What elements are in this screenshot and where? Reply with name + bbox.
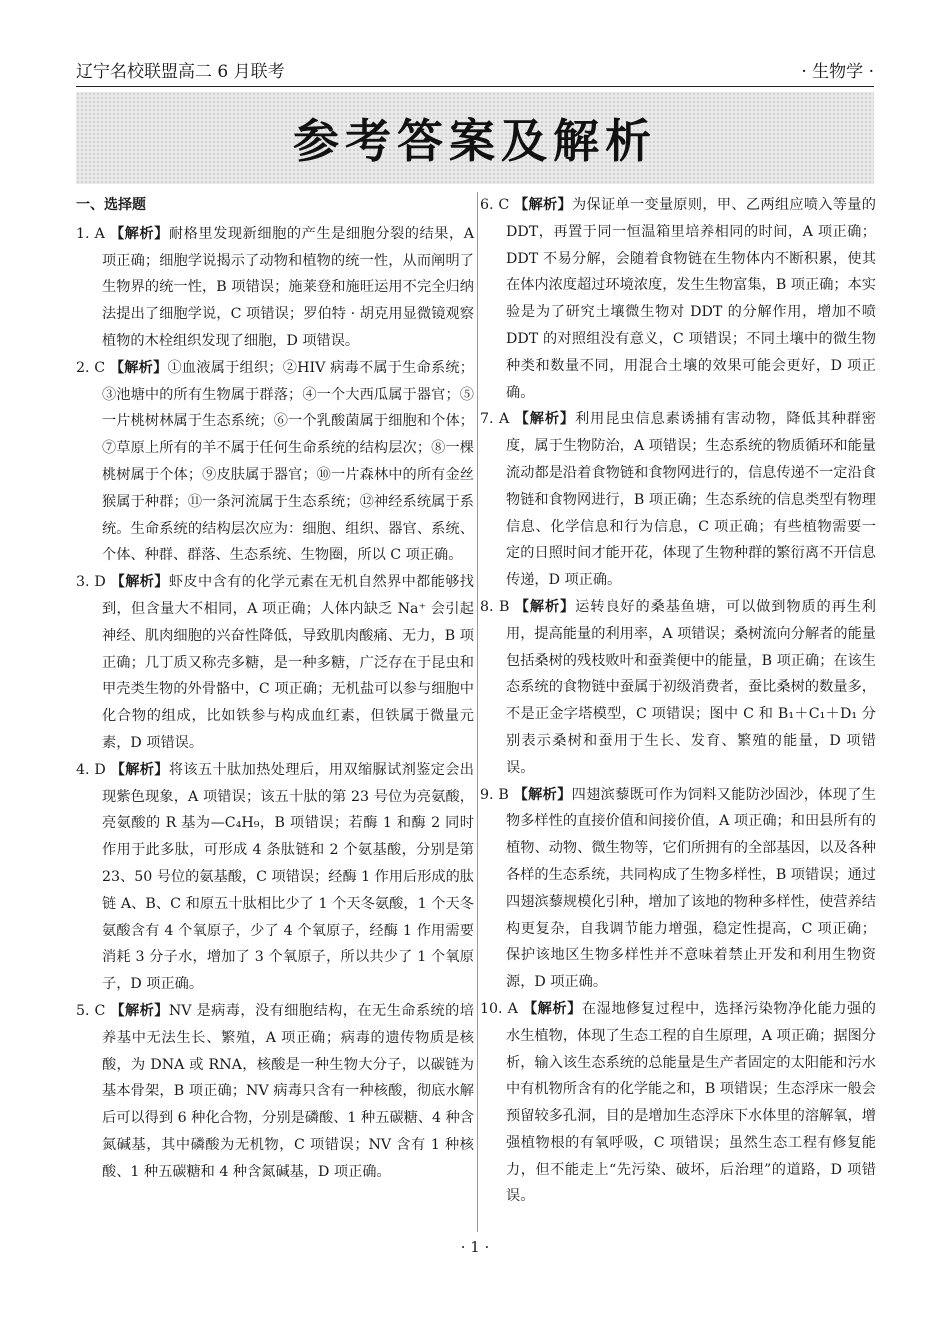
answer-item xyxy=(480,782,876,996)
answer-number: 4. D xyxy=(76,761,106,778)
answer-item xyxy=(480,406,876,594)
answer-number: 6. C xyxy=(480,197,510,213)
analysis-tag: 【解析】 xyxy=(110,761,169,778)
analysis-text: 利用昆虫信息素诱捕有害动物，降低其种群密度，属于生物防治，A 项错误；生态系统的物质循环和能量流动都是沿着食物链和食物网进行的，信息传递不一定沿食物链和食物网进行，B 项正确；生态系统的信息类型有物理信息、化学信息和行为信息，C 项正确；有些植物需要一定的日照时间才能开花，体现了生物种群的繁衍离不开信息传递，D 项正确。 xyxy=(506,411,876,589)
answer-item xyxy=(480,594,876,782)
answer-number: 9. B xyxy=(480,786,509,803)
analysis-text: 运转良好的桑基鱼塘，可以做到物质的再生利用，提高能量的利用率，A 项错误；桑树流向分解者的能量包括桑树的残枝败叶和蚕粪便中的能量，B 项正确；在该生态系统的食物链中蚕属于初级消费者，蚕比桑树的数量多，不是正金字塔模型，C 项错误；图中 C 和 B₁＋C₁＋D₁ 分别表示桑树和蚕用于生长、发育、繁殖的能量，D 项错误。 xyxy=(506,598,876,776)
analysis-tag: 【解析】 xyxy=(514,197,572,213)
answer-number: 7. A xyxy=(480,411,510,428)
analysis-text: 为保证单一变量原则，甲、乙两组应喷入等量的 DDT，再置于同一恒温箱里培养相同的时间，A 项正确；DDT 不易分解，会随着食物链在生物体内不断积累，使其在体内浓度超过环境浓度，发生生物富集，B 项正确；本实验是为了研究土壤微生物对 DDT 的分解作用，增加不喷 DDT 的对照组没有意义，C 项错误；不同土壤中的微生物种类和数量不同，用混合土壤的效果可能会更好，D 项正确。 xyxy=(506,197,876,401)
exam-name: 辽宁名校联盟高二 6 月联考 xyxy=(76,62,285,82)
right-column xyxy=(480,192,876,1210)
page-number: · 1 · xyxy=(460,1238,490,1256)
analysis-text: 在湿地修复过程中，选择污染物净化能力强的水生植物，体现了生态工程的自生原理，A 项正确；据图分析，输入该生态系统的总能量是生产者固定的太阳能和污水中有机物所含有的化学能之和，B 项错误；生态浮床一般会预留较多孔洞，目的是增加生态浮床下水体里的溶解氧，增强植物根的有氧呼吸，C 项错误；虽然生态工程有修复能力，但不能走上“先污染、破坏，后治理”的道路，D 项错误。 xyxy=(506,1000,876,1205)
subject-name: · 生物学 · xyxy=(801,62,874,82)
answer-item xyxy=(76,569,474,757)
analysis-text: NV 是病毒，没有细胞结构，在无生命系统的培养基中无法生长、繁殖，A 项正确；病毒的遗传物质是核酸，为 DNA 或 RNA，核酸是一种生物大分子，以碳链为基本骨架，B 项正确；NV 病毒只含有一种核酸，彻底水解后可以得到 6 种化合物，分别是磷酸、1 种五碳糖、4 种含氮碱基，其中磷酸为无机物，C 项错误；NV 含有 1 种核酸、1 种五碳糖和 4 种含氮碱基，D 项正确。 xyxy=(102,1002,474,1180)
answer-number: 8. B xyxy=(480,598,510,615)
answer-number: 2. C xyxy=(76,359,106,376)
left-column xyxy=(76,192,474,1185)
analysis-tag: 【解析】 xyxy=(110,574,169,591)
analysis-tag: 【解析】 xyxy=(109,359,168,376)
title-banner xyxy=(76,92,874,184)
analysis-text: 四翅滨藜既可作为饲料又能防沙固沙，体现了生物多样性的直接价值和间接价值，A 项正确；和田县所有的植物、动物、微生物等，它们所拥有的全部基因，以及各种各样的生态系统，共同构成了生物多样性，B 项错误；通过四翅滨藜规模化引种，增加了该地的物种多样性，使营养结构更复杂，自我调节能力增强，稳定性提高，C 项正确；保护该地区生物多样性并不意味着禁止开发和利用生物资源，D 项正确。 xyxy=(506,786,876,991)
analysis-text: 耐格里发现新细胞的产生是细胞分裂的结果，A 项正确；细胞学说揭示了动物和植物的统一性，从而阐明了生物界的统一性，B 项错误；施莱登和施旺运用不完全归纳法提出了细胞学说，C 项错误；罗伯特 · 胡克用显微镜观察植物的木栓组织发现了细胞，D 项错误。 xyxy=(102,225,475,349)
answer-number: 10. A xyxy=(480,1000,518,1017)
analysis-tag: 【解析】 xyxy=(514,598,576,615)
answer-item xyxy=(480,192,876,406)
analysis-tag: 【解析】 xyxy=(110,1002,169,1019)
column-divider xyxy=(477,192,478,1232)
analysis-text: 虾皮中含有的化学元素在无机自然界中都能够找到，但含量大不相同，A 项正确；人体内缺乏 Na⁺ 会引起神经、肌肉细胞的兴奋性降低，导致肌肉酸痛、无力，B 项正确；几丁质又称壳多糖，是一种多糖，广泛存在于昆虫和甲壳类生物的外骨骼中，C 项正确；无机盐可以参与细胞中化合物的组成，比如铁参与构成血红素，但铁属于微量元素，D 项错误。 xyxy=(102,574,474,751)
analysis-text: 将该五十肽加热处理后，用双缩脲试剂鉴定会出现紫色现象，A 项错误；该五十肽的第 23 号位为亮氨酸，亮氨酸的 R 基为—C₄H₉，B 项错误；若酶 1 和酶 2 同时作用于此多肽，可形成 4 条肽链和 2 个氨基酸，分别是第 23、50 号位的氨基酸，C 项错误；经酶 1 作用后形成的肽链 A、B、C 和原五十肽相比少了 1 个天冬氨酸，1 个天冬氨酸含有 4 个氧原子，少了 4 个氧原子，经酶 1 作用需要消耗 3 分子水，增加了 3 个氧原子，所以共少了 1 个氧原子，D 项正确。 xyxy=(102,761,474,993)
page-title: 参考答案及解析 xyxy=(293,114,657,168)
answer-number: 5. C xyxy=(76,1002,106,1019)
answer-number: 3. D xyxy=(76,574,106,591)
answer-number: 1. A xyxy=(76,225,105,242)
analysis-tag: 【解析】 xyxy=(109,225,169,242)
answer-item xyxy=(76,221,474,355)
analysis-tag: 【解析】 xyxy=(522,1000,582,1017)
answer-item xyxy=(76,757,474,998)
answer-item xyxy=(76,355,474,569)
answer-item xyxy=(76,998,474,1186)
analysis-tag: 【解析】 xyxy=(513,786,572,803)
analysis-text: ①血液属于组织；②HIV 病毒不属于生命系统；③池塘中的所有生物属于群落；④一个大西瓜属于器官；⑤一片桃树林属于生态系统；⑥一个乳酸菌属于细胞和个体；⑦草原上所有的羊不属于任何生命系统的结构层次；⑧一棵桃树属于个体；⑨皮肤属于器官；⑩一片森林中的所有金丝猴属于种群；⑪一条河流属于生态系统；⑫神经系统属于系统。生命系统的结构层次应为：细胞、组织、器官、系统、个体、种群、群落、生态系统、生物圈，所以 C 项正确。 xyxy=(102,359,474,564)
page-header xyxy=(76,52,874,87)
analysis-tag: 【解析】 xyxy=(514,411,576,428)
section-heading: 一、选择题 xyxy=(76,197,146,213)
answer-item xyxy=(480,996,876,1210)
